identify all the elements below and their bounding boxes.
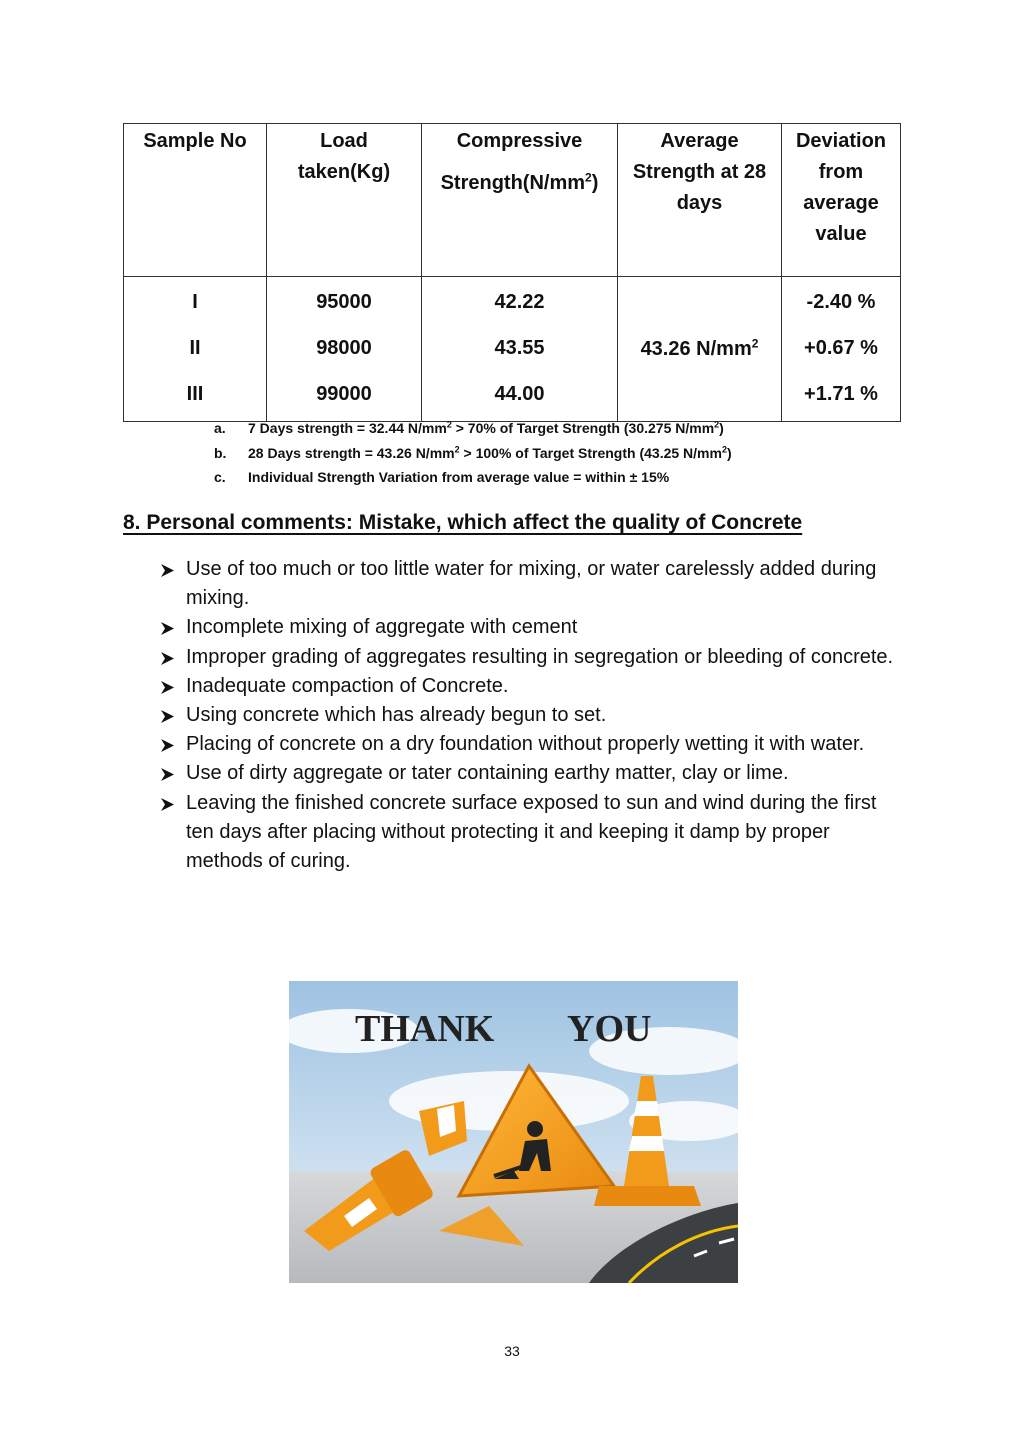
sample-no-column	[124, 277, 267, 422]
average-strength-cell	[618, 277, 782, 422]
header-sample-no: Sample No	[124, 124, 267, 277]
header-compressive-strength	[422, 124, 618, 277]
list-item: Using concrete which has already begun to set.	[158, 701, 908, 730]
strength-notes-list	[214, 416, 732, 490]
thank-you-image	[289, 981, 738, 1283]
table-body-row	[124, 277, 901, 422]
arrow-bullet-icon	[158, 613, 178, 642]
arrow-bullet-icon	[158, 730, 178, 759]
list-item: Placing of concrete on a dry foundation without properly wetting it with water.	[158, 730, 908, 759]
arrow-bullet-icon	[158, 555, 178, 584]
arrow-bullet-icon	[158, 643, 178, 672]
arrow-bullet-icon	[158, 759, 178, 788]
deviation-column	[782, 277, 901, 422]
table-cell: +0.67 %	[804, 337, 878, 359]
header-load-taken: Load taken(Kg)	[267, 124, 422, 277]
note-marker: a.	[214, 420, 226, 436]
table-cell: 43.55	[494, 337, 545, 359]
arrow-bullet-icon	[158, 672, 178, 701]
note-item: c. Individual Strength Variation from average value = within ± 15%	[214, 465, 732, 490]
load-column	[267, 277, 422, 422]
table-cell: 99000	[316, 383, 372, 405]
list-item: Use of dirty aggregate or tater containing earthy matter, clay or lime.	[158, 759, 908, 788]
table-cell: 42.22	[494, 291, 545, 313]
page-number: 33	[504, 1343, 520, 1359]
strength-results-table	[123, 123, 901, 422]
list-item: Use of too much or too little water for mixing, or water carelessly added during mixing.	[158, 555, 908, 613]
image-caption-thank: THANK	[355, 1008, 495, 1050]
note-item: a. 7 Days strength = 32.44 $N/mm^2 > 70\%$ of Target Strength (30.275 $N/mm^2$)	[214, 416, 732, 441]
table-cell: -2.40 %	[806, 291, 876, 313]
header-compressive-line2: $Strength(N/mm^2)$	[440, 170, 599, 194]
header-compressive-line1: Compressive	[456, 130, 583, 152]
arrow-bullet-icon	[158, 789, 178, 818]
note-marker: b.	[214, 444, 227, 461]
note-marker: c.	[214, 469, 226, 485]
image-caption-you: YOU	[567, 1008, 652, 1050]
list-item: Incomplete mixing of aggregate with cement	[158, 613, 908, 642]
table-cell: II	[189, 337, 201, 359]
table-cell: 98000	[316, 337, 372, 359]
strength-column	[422, 277, 618, 422]
arrow-bullet-icon	[158, 701, 178, 730]
header-deviation: Deviation from average value	[782, 124, 901, 277]
section-heading: 8. Personal comments: Mistake, which affect the quality of Concrete	[123, 511, 803, 534]
table-cell: I	[192, 291, 198, 313]
table-cell: +1.71 %	[804, 383, 878, 405]
table-cell: III	[186, 383, 204, 405]
table-cell: 95000	[316, 291, 372, 313]
average-strength-value: 43.26 $N/mm^2$	[640, 335, 759, 360]
note-item: b. 28 Days strength = 43.26 $N/mm^2 > 100\%$ of Target Strength (43.25 $N/mm^2$)	[214, 441, 732, 466]
list-item: Improper grading of aggregates resulting in segregation or bleeding of concrete.	[158, 643, 908, 672]
comments-list	[158, 555, 908, 876]
list-item: Inadequate compaction of Concrete.	[158, 672, 908, 701]
table-header-row	[124, 124, 901, 277]
table-cell: 44.00	[494, 383, 545, 405]
list-item: Leaving the finished concrete surface exposed to sun and wind during the first ten days after placing without protecting it and keeping it damp by proper methods of curing.	[158, 789, 908, 877]
header-average-strength: Average Strength at 28 days	[618, 124, 782, 277]
